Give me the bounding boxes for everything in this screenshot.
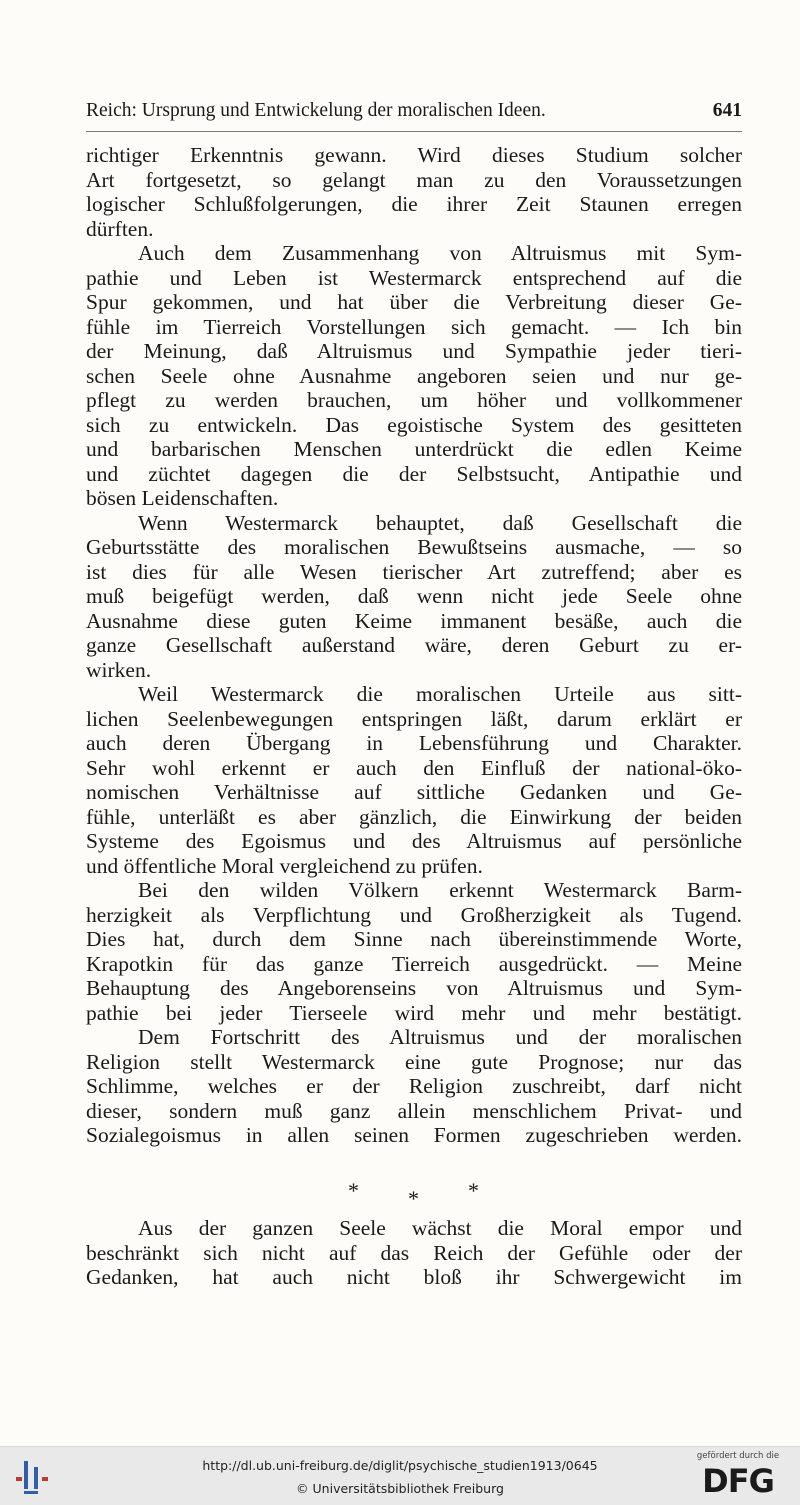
- text-line: ganze Gesellschaft außerstand wäre, deren Geburt zu er-: [86, 633, 742, 657]
- text-line: Ausnahme diese guten Keime immanent besäße, auch die: [86, 608, 742, 633]
- text-line: Schlimme, welches er der Religion zuschreibt, darf nicht: [86, 1074, 742, 1098]
- text-line: Geburtsstätte des moralischen Bewußtseins ausmache, — so: [86, 535, 742, 559]
- text-line: ist dies für alle Wesen tierischer Art zutreffend; aber es: [86, 559, 742, 584]
- page-number: 641: [712, 100, 742, 121]
- paragraph-start-line: Aus der ganzen Seele wächst die Moral empor und: [138, 1216, 742, 1240]
- text-line: wirken.: [86, 657, 152, 682]
- text-line: beschränkt sich nicht auf das Reich der Gefühle oder der: [86, 1240, 742, 1265]
- paragraph-start-line: Wenn Westermarck behauptet, daß Gesellschaft die: [138, 510, 742, 535]
- text-line: Sehr wohl erkennt er auch den Einfluß der national-öko-: [86, 755, 742, 780]
- asterisk: *: [468, 1178, 479, 1203]
- text-line: fühle im Tierreich Vorstellungen sich gemacht. — Ich bin: [86, 314, 742, 339]
- text-line: pathie bei jeder Tierseele wird mehr und mehr bestätigt.: [86, 1000, 742, 1025]
- text-line: bösen Leidenschaften.: [86, 486, 279, 510]
- text-line: lichen Seelenbewegungen entspringen läßt, darum erklärt er: [86, 706, 742, 731]
- text-line: sich zu entwickeln. Das egoistische System des gesitteten: [86, 412, 742, 437]
- running-head: [86, 100, 742, 130]
- paragraph-start-line: Weil Westermarck die moralischen Urteile aus sitt-: [138, 682, 742, 706]
- paragraph-start-line: Bei den wilden Völkern erkennt Westermarck Barm-: [138, 878, 742, 902]
- text-line: dieser, sondern muß ganz allein menschlichem Privat- und: [86, 1098, 742, 1123]
- text-line: und züchtet dagegen die der Selbstsucht, Antipathie und: [86, 461, 742, 486]
- text-line: und barbarischen Menschen unterdrückt die edlen Keime: [86, 437, 742, 461]
- paragraph-start-line: Auch dem Zusammenhang von Altruismus mit Sym-: [138, 241, 742, 265]
- paragraph-start-line: Dem Fortschritt des Altruismus und der moralischen: [138, 1025, 742, 1049]
- text-line: richtiger Erkenntnis gewann. Wird dieses Studium solcher: [86, 143, 742, 167]
- text-line: nomischen Verhältnisse auf sittliche Gedanken und Ge-: [86, 780, 742, 804]
- text-line: schen Seele ohne Ausnahme angeboren seien und nur ge-: [86, 363, 742, 388]
- copyright-notice: © Universitätsbibliothek Freiburg: [296, 1481, 504, 1496]
- section-separator: [330, 1178, 490, 1211]
- permalink-url[interactable]: http://dl.ub.uni-freiburg.de/diglit/psychische_studien1913/0645: [202, 1458, 598, 1473]
- dfg-logo: DFG: [702, 1462, 774, 1500]
- body-text: [86, 143, 742, 1148]
- text-line: Gedanken, hat auch nicht bloß ihr Schwergewicht im: [86, 1265, 742, 1289]
- text-line: herzigkeit als Verpflichtung und Großherzigkeit als Tugend.: [86, 902, 742, 927]
- text-line: Systeme des Egoismus und des Altruismus auf persönliche: [86, 829, 742, 853]
- text-line: Sozialegoismus in allen seinen Formen zugeschrieben werden.: [86, 1123, 742, 1147]
- text-line: Religion stellt Westermarck eine gute Prognose; nur das: [86, 1049, 742, 1074]
- text-line: auch deren Übergang in Lebensführung und Charakter.: [86, 731, 742, 755]
- funding-note: gefördert durch die: [696, 1451, 780, 1461]
- text-line: Dies hat, durch dem Sinne nach übereinstimmende Worte,: [86, 927, 742, 951]
- text-line: dürften.: [86, 216, 154, 241]
- text-line: Spur gekommen, und hat über die Verbreitung dieser Ge-: [86, 290, 742, 314]
- text-line: fühle, unterläßt es aber gänzlich, die Einwirkung der beiden: [86, 804, 742, 829]
- text-line: der Meinung, daß Altruismus und Sympathie jeder tieri-: [86, 339, 742, 363]
- text-line: Art fortgesetzt, so gelangt man zu den Voraussetzungen: [86, 167, 742, 192]
- asterisk: *: [348, 1178, 359, 1203]
- text-line: muß beigefügt werden, daß wenn nicht jede Seele ohne: [86, 584, 742, 608]
- final-paragraph: [86, 1216, 742, 1290]
- text-line: pflegt zu werden brauchen, um höher und vollkommener: [86, 388, 742, 412]
- viewer-footer: [0, 1446, 800, 1505]
- text-line: Behauptung des Angeborenseins von Altruismus und Sym-: [86, 976, 742, 1000]
- header-rule: [86, 131, 742, 132]
- asterisk: *: [408, 1186, 419, 1211]
- text-line: und öffentliche Moral vergleichend zu prüfen.: [86, 853, 483, 878]
- text-line: pathie und Leben ist Westermarck entsprechend auf die: [86, 265, 742, 290]
- text-line: Krapotkin für das ganze Tierreich ausgedrückt. — Meine: [86, 951, 742, 976]
- running-title: Reich: Ursprung und Entwickelung der moralischen Ideen.: [86, 100, 546, 121]
- text-line: logischer Schlußfolgerungen, die ihrer Zeit Staunen erregen: [86, 192, 742, 216]
